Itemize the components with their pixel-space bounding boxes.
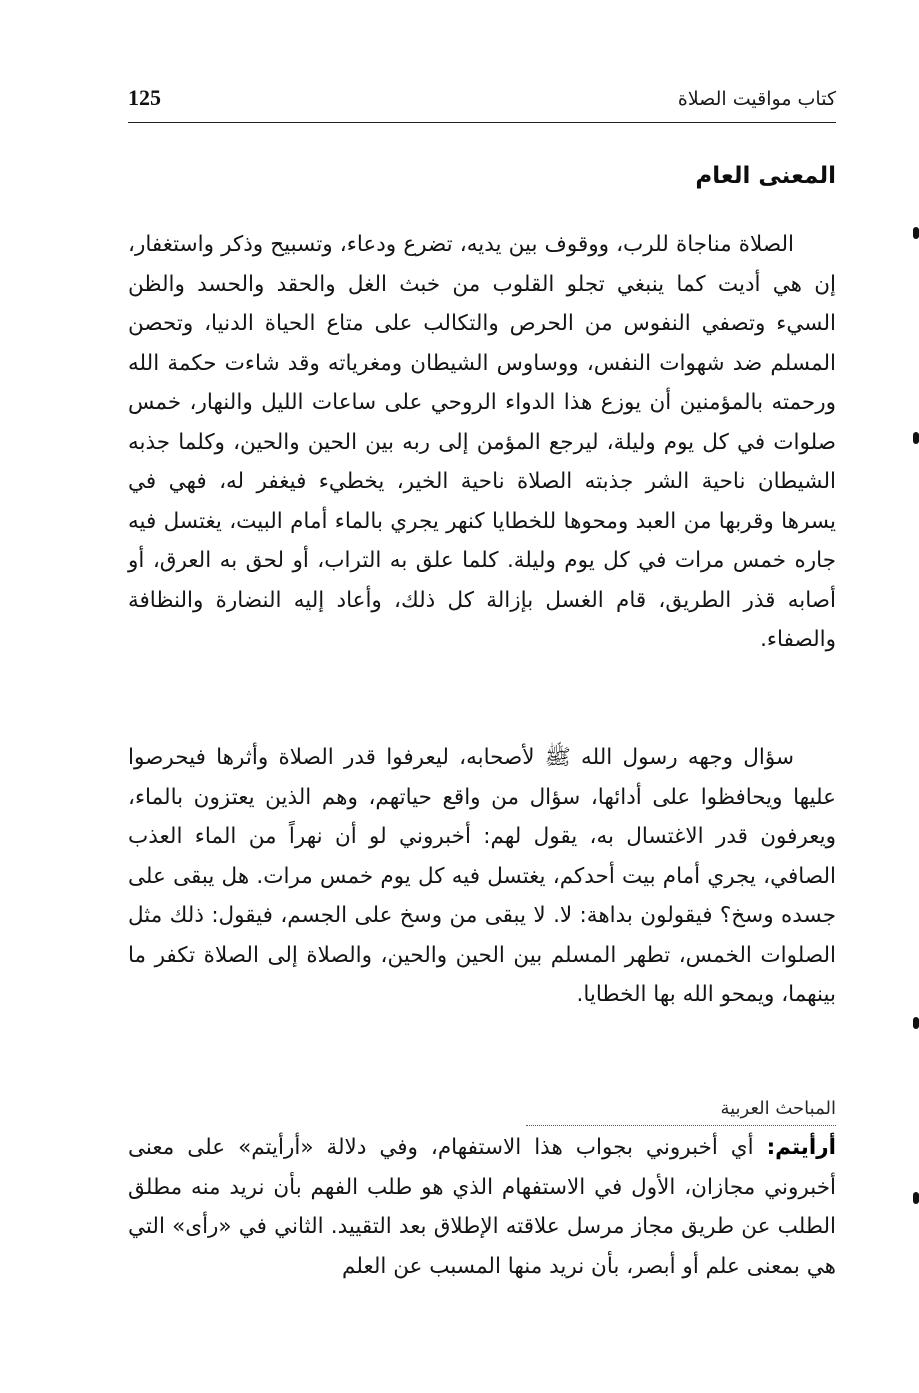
glossary-term: أرأيتم: [766, 1135, 836, 1160]
page-header [128, 84, 836, 123]
binding-hole-mark [913, 1192, 919, 1204]
paragraph-linguistic-notes [128, 1128, 836, 1286]
binding-hole-mark [913, 1017, 919, 1029]
binding-hole-mark [913, 432, 919, 444]
section-heading: المعنى العام [695, 163, 836, 189]
page-number: 125 [128, 85, 161, 110]
binding-hole-mark [913, 227, 919, 239]
subsection-heading: المباحث العربية [526, 1098, 836, 1126]
paragraph-prophet-question: سؤال وجهه رسول الله ﷺ لأصحابه، ليعرفوا قدر الصلاة وأثرها فيحرصوا عليها ويحافظوا على أدائها، سؤال من واقع حياتهم، وهم الذين يعتزون بالماء، ويعرفون قدر الاغتسال به، يقول لهم: أخبروني لو أن نهراً من الماء العذب الصافي، يجري أمام بيت أحدكم، يغتسل فيه كل يوم خمس مرات. هل يبقى على جسده وسخ؟ فيقولون بداهة: لا. لا يبقى من وسخ على الجسم، فيقول: ذلك مثل الصلوات الخمس، تطهر المسلم بين الحين والحين، والصلاة إلى الصلاة تكفر ما بينهما، ويمحو الله بها الخطايا. [128, 745, 836, 1007]
paragraph-general-meaning: الصلاة مناجاة للرب، ووقوف بين يديه، تضرع ودعاء، وتسبيح وذكر واستغفار، إن هي أديت كما ينبغي تجلو القلوب من خبث الغل والحقد والحسد والظن السيء وتصفي النفوس من الحرص والتكالب على متاع الحياة الدنيا، وتحصن المسلم ضد شهوات النفس، ووساوس الشيطان ومغرياته وقد شاءت حكمة الله ورحمته بالمؤمنين أن يوزع هذا الدواء الروحي على ساعات الليل والنهار، خمس صلوات في كل يوم وليلة، ليرجع المؤمن إلى ربه بين الحين والحين، وكلما جذبه الشيطان ناحية الشر جذبته الصلاة ناحية الخير، يخطيء فيغفر له، فهي في يسرها وقربها من العبد ومحوها للخطايا كنهر يجري بالماء أمام البيت، يغتسل فيه جاره خمس مرات في كل يوم وليلة. كلما علق به التراب، أو لحق به العرق، أو أصابه قذر الطريق، قام الغسل بإزالة كل ذلك، وأعاد إليه النضارة والنظافة والصفاء. [128, 232, 836, 652]
running-title: كتاب مواقيت الصلاة [677, 88, 836, 110]
glossary-definition: أي أخبروني بجواب هذا الاستفهام، وفي دلالة «أرأيتم» على معنى أخبروني مجازان، الأول في الاستفهام الذي هو طلب الفهم بأن نريد منه مطلق الطلب عن طريق مجاز مرسل علاقته الإطلاق بعد التقييد. الثاني في «رأى» التي هي بمعنى علم أو أبصر، بأن نريد منها المسبب عن العلم [128, 1135, 836, 1279]
